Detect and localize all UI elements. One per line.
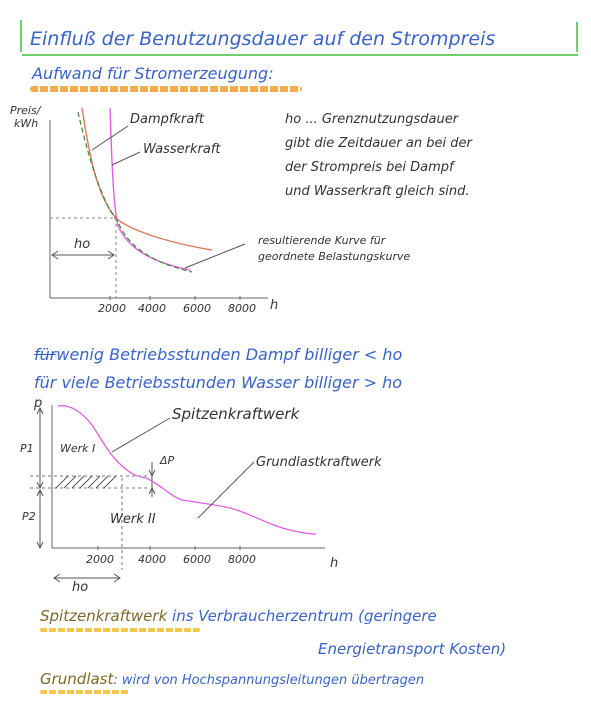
chart2-xtick-6000: 6000 (183, 553, 211, 566)
chart1-xtick-8000: 8000 (228, 302, 256, 315)
hatched-region (56, 476, 116, 488)
chart2-xtick-4000: 4000 (138, 553, 166, 566)
bottom-grund-highlight (40, 690, 130, 694)
pointer-dampf (92, 126, 128, 150)
bottom-spitze-highlight (40, 628, 200, 632)
label-dampfkraft: Dampfkraft (130, 112, 204, 127)
pointer-spitze (112, 418, 170, 452)
label-grundlastkraftwerk: Grundlastkraftwerk (256, 455, 382, 470)
note-grenznutzungsdauer (285, 108, 565, 204)
bottom-grund-text: : wird von Hochspannungsleitungen übertragen (113, 673, 425, 688)
pointer-resultierend (185, 244, 245, 268)
bottom-spitze-text: ins Verbraucherzentrum (geringere (172, 607, 437, 625)
chart2-p-axis: p (34, 396, 43, 411)
label-resultierende-1: resultierende Kurve für (258, 234, 386, 247)
bottom-grund-keyword: Grundlast (40, 670, 114, 688)
label-wasserkraft: Wasserkraft (143, 142, 221, 157)
bottom-note-grundlast (40, 670, 424, 688)
note-line: gibt die Zeitdauer an bei der (285, 136, 472, 151)
label-werk-2: Werk II (110, 512, 156, 527)
chart2-p2: P2 (22, 510, 36, 523)
label-delta-p: ΔP (160, 454, 175, 467)
curve-wasserkraft (110, 108, 190, 270)
bottom-note-spitze (40, 607, 437, 625)
chart2-p1: P1 (20, 442, 34, 455)
chart1-xtick-4000: 4000 (138, 302, 166, 315)
chart2-h0-label: ho (72, 580, 89, 595)
pointer-grundlast (198, 462, 254, 518)
chart1-h0-label: ho (74, 237, 91, 252)
section-subtitle: Aufwand für Stromerzeugung: (32, 64, 274, 83)
chart1-xtick-2000: 2000 (98, 302, 126, 315)
note-line: der Strompreis bei Dampf (285, 160, 454, 175)
bottom-spitze-keyword: Spitzenkraftwerk (40, 607, 168, 625)
label-resultierende-2: geordnete Belastungskurve (258, 250, 411, 263)
statement-few-text: wenig Betriebsstunden Dampf billiger < ho (56, 345, 403, 364)
chart1-ylabel-top: Preis/ (10, 104, 41, 117)
statement-many-hours: für viele Betriebsstunden Wasser billiger > ho (34, 373, 403, 392)
chart1-x-unit: h (270, 298, 279, 313)
page-title: Einfluß der Benutzungsdauer auf den Strompreis (30, 28, 496, 50)
chart2-x-unit: h (330, 556, 339, 571)
note-line: und Wasserkraft gleich sind. (285, 184, 470, 199)
chart1-ylabel-bottom: kWh (14, 117, 39, 130)
statement-few-hours (34, 345, 402, 364)
pointer-wasser (112, 152, 140, 165)
curve-dampfkraft (82, 108, 212, 250)
label-werk-1: Werk I (60, 442, 96, 455)
bottom-note-spitze-cont: Energietransport Kosten) (318, 640, 507, 658)
note-line: ho ... Grenznutzungsdauer (285, 112, 459, 127)
chart1-xtick-6000: 6000 (183, 302, 211, 315)
chart2-xtick-8000: 8000 (228, 553, 256, 566)
chart2-xtick-2000: 2000 (86, 553, 114, 566)
statement-few-prefix: für (34, 345, 57, 364)
label-spitzenkraftwerk: Spitzenkraftwerk (172, 405, 300, 423)
